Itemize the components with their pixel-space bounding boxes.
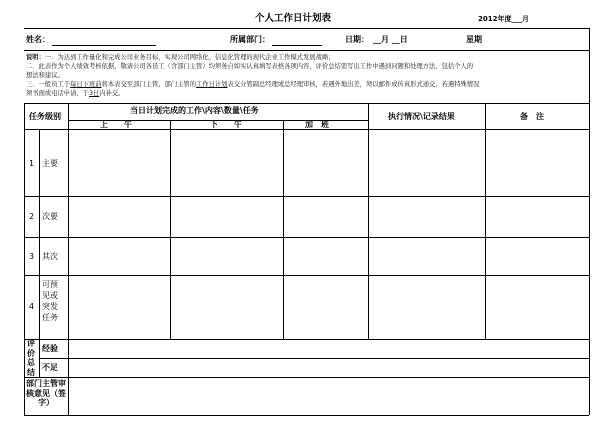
notes-line-5a: 须书面或电话申请，于	[26, 90, 89, 97]
notes-line-4c: 表交分管副总经理或总经理审核，若遇外地出差，须以邮件或传真形式递交，若遇特殊情况	[227, 81, 480, 88]
notes-line-2: 二．此表作为个人绩效考核依据，敬请公司各员工（含部门主管）均须务自如实认真填写表格各项内容，评价总结需写出工作中遇到问题和处理方法，包括个人的	[26, 63, 474, 70]
notes-line-4	[26, 82, 479, 88]
row-2-label: 次要	[42, 212, 58, 221]
notes-line-5	[26, 91, 124, 97]
experience-bottom	[39, 358, 589, 359]
shortage-label: 不足	[42, 363, 58, 372]
table-right-border	[589, 28, 590, 415]
dept-label: 所属部门：	[230, 35, 270, 44]
notes-label: 说明：	[26, 54, 45, 61]
date-field[interactable]: __月 __日	[373, 35, 408, 44]
row-4-label: 可预见或突发任务	[42, 280, 58, 322]
table-header-bottom	[24, 129, 589, 130]
col-exec-header: 执行情况\记录结果	[388, 112, 455, 121]
num-col-line	[39, 129, 40, 377]
notes-line-4-underlined-2: 工作日计划	[196, 81, 228, 88]
row-3-bottom	[24, 275, 589, 276]
notes-line-5b: 内补交。	[99, 90, 125, 97]
col-level-header: 任务级别	[29, 112, 61, 121]
table-bottom-line	[24, 415, 589, 416]
row-2-num: 2	[29, 212, 35, 221]
row-4-num: 4	[29, 302, 35, 311]
col-plan-header: 当日计划完成的工作\内容\数量\任务	[130, 106, 259, 115]
row-2-bottom	[24, 237, 589, 238]
notes-line-4a: 三．一般员工于	[26, 81, 71, 88]
level-col-line	[68, 103, 69, 339]
table-left-border	[24, 103, 25, 415]
notes-line-1-text: 一．为达到工作量化和完成公司业务目标，实现公司网络化、信息化管理的现代企业工作模式发展战略；	[44, 54, 335, 61]
plan-col-right	[368, 103, 369, 339]
date-label: 日期：	[345, 35, 369, 44]
row-3-num: 3	[29, 252, 35, 261]
notes-line-4-underlined-1: 每日下班前	[70, 81, 102, 88]
row-1-num: 1	[29, 159, 35, 168]
review-label: 部门主管审核意见（签字）	[26, 379, 66, 407]
form-title: 个人工作日计划表	[255, 13, 332, 24]
row-4-bottom	[24, 339, 589, 340]
exec-col-right	[485, 103, 486, 339]
week-label: 星期	[466, 35, 482, 44]
top-border	[24, 28, 589, 29]
eval-bottom	[24, 377, 589, 378]
eval-label: 评价总结	[27, 339, 35, 377]
name-label: 姓名：	[26, 35, 50, 44]
notes-line-5-underlined: 3日	[88, 90, 100, 97]
dept-field[interactable]	[272, 45, 322, 46]
row-1-label: 主要	[42, 159, 58, 168]
table-top-line	[24, 103, 589, 104]
row-3-label: 其次	[42, 252, 58, 261]
pm-col-line	[283, 120, 284, 339]
notes-line-1	[26, 55, 335, 61]
am-col-line	[170, 120, 171, 339]
col-remark-header: 备 注	[520, 112, 544, 121]
col-overtime-header: 加 班	[305, 120, 329, 129]
header-bottom-line	[24, 50, 589, 51]
row-1-bottom	[24, 196, 589, 197]
experience-label: 经验	[42, 344, 58, 353]
year-month: 2012年度___月	[478, 15, 529, 23]
col-pm-header: 下 午	[210, 120, 242, 129]
eval-sub-line	[68, 339, 69, 415]
name-field[interactable]	[52, 45, 156, 46]
notes-line-4b: 将本表交至部门主管，部门主管的	[101, 81, 197, 88]
col-am-header: 上 午	[100, 120, 132, 129]
notes-line-3: 想法和建议。	[26, 72, 64, 79]
